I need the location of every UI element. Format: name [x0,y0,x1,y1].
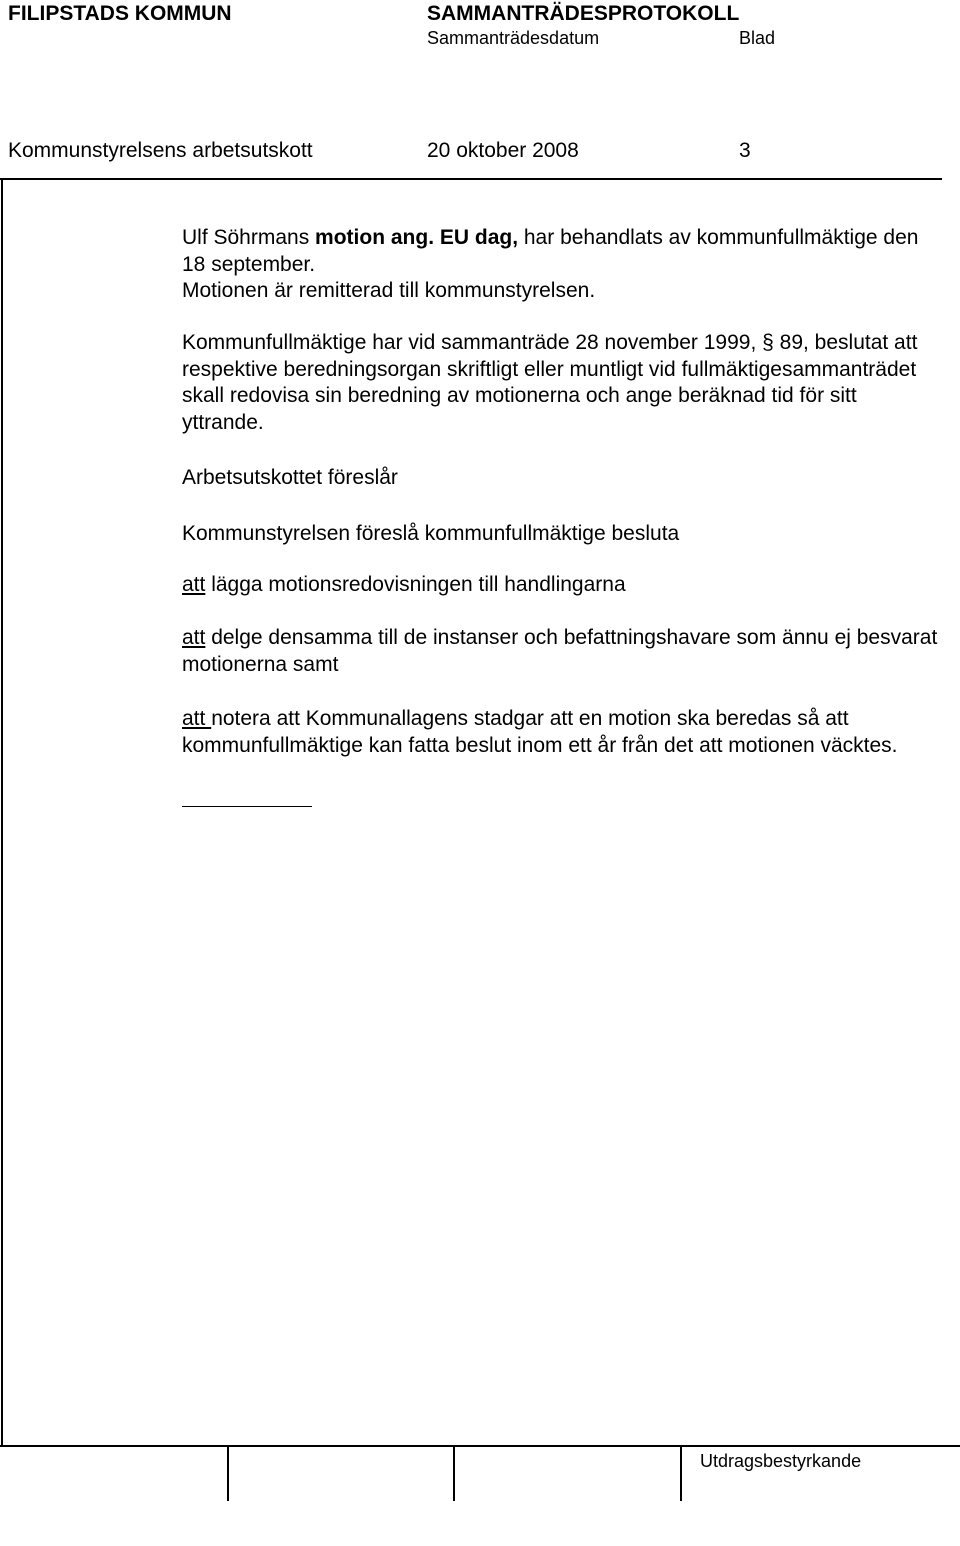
meeting-date: 20 oktober 2008 [427,139,579,162]
signature-box-divider-2 [453,1445,455,1501]
left-margin-line [1,178,3,1447]
signature-box-divider-1 [227,1445,229,1501]
paragraph-background [182,330,942,436]
att-clause-3 [182,706,942,759]
att-keyword: att [182,626,206,649]
att-clause-2 [182,625,942,678]
top-rule [0,178,942,180]
page-label: Blad [739,28,776,48]
section-symbol: § [762,331,774,354]
proposal-intro: Kommunstyrelsen föreslå kommunfullmäktige besluta [182,522,680,545]
heading-proposal: Arbetsutskottet föreslår [182,466,398,489]
motion-sentence [182,225,942,278]
att-keyword: att [182,573,206,596]
page-number: 3 [739,139,751,162]
certification-label: Utdragsbestyrkande [700,1451,862,1471]
doc-type-title: SAMMANTRÄDESPROTOKOLL [427,2,740,25]
att-clause-1-text: lägga motionsredovisningen till handlingarna [205,573,626,596]
background-text-start: Kommunfullmäktige har vid sammanträde 28 november 1999, [182,331,763,354]
motion-status: har behandlats av kommunfullmäktige den 18 september. [182,226,919,276]
meeting-body: Kommunstyrelsens arbetsutskott [8,139,313,162]
signature-box-divider-3 [680,1445,682,1501]
motion-remitted: Motionen är remitterad till kommunstyrelsen. [182,279,596,302]
org-name: FILIPSTADS KOMMUN [8,2,232,25]
att-clause-1 [182,572,942,599]
date-label: Sammanträdesdatum [427,28,600,48]
motion-title: motion ang. EU dag, [315,226,519,249]
att-clause-2-text: delge densamma till de instanser och befattningshavare som ännu ej besvarat motionerna samt [182,626,938,676]
end-rule [182,806,312,807]
paragraph-motion [182,225,942,305]
motion-author: Ulf Söhrmans [182,226,316,249]
background-text [182,330,942,436]
att-keyword: att [182,707,212,730]
att-clause-3-text: notera att Kommunallagens stadgar att en motion ska beredas så att kommunfullmäktige kan fatta beslut inom ett år från det att motionen väcktes. [182,707,898,757]
bottom-rule [0,1445,960,1447]
background-text-end: 89, beslutat att respektive beredningsorgan skriftligt eller muntligt vid fullmäktigesammanträdet skall redovisa sin beredning av motionerna och ange beräknad tid för sitt yttrande. [182,331,918,434]
